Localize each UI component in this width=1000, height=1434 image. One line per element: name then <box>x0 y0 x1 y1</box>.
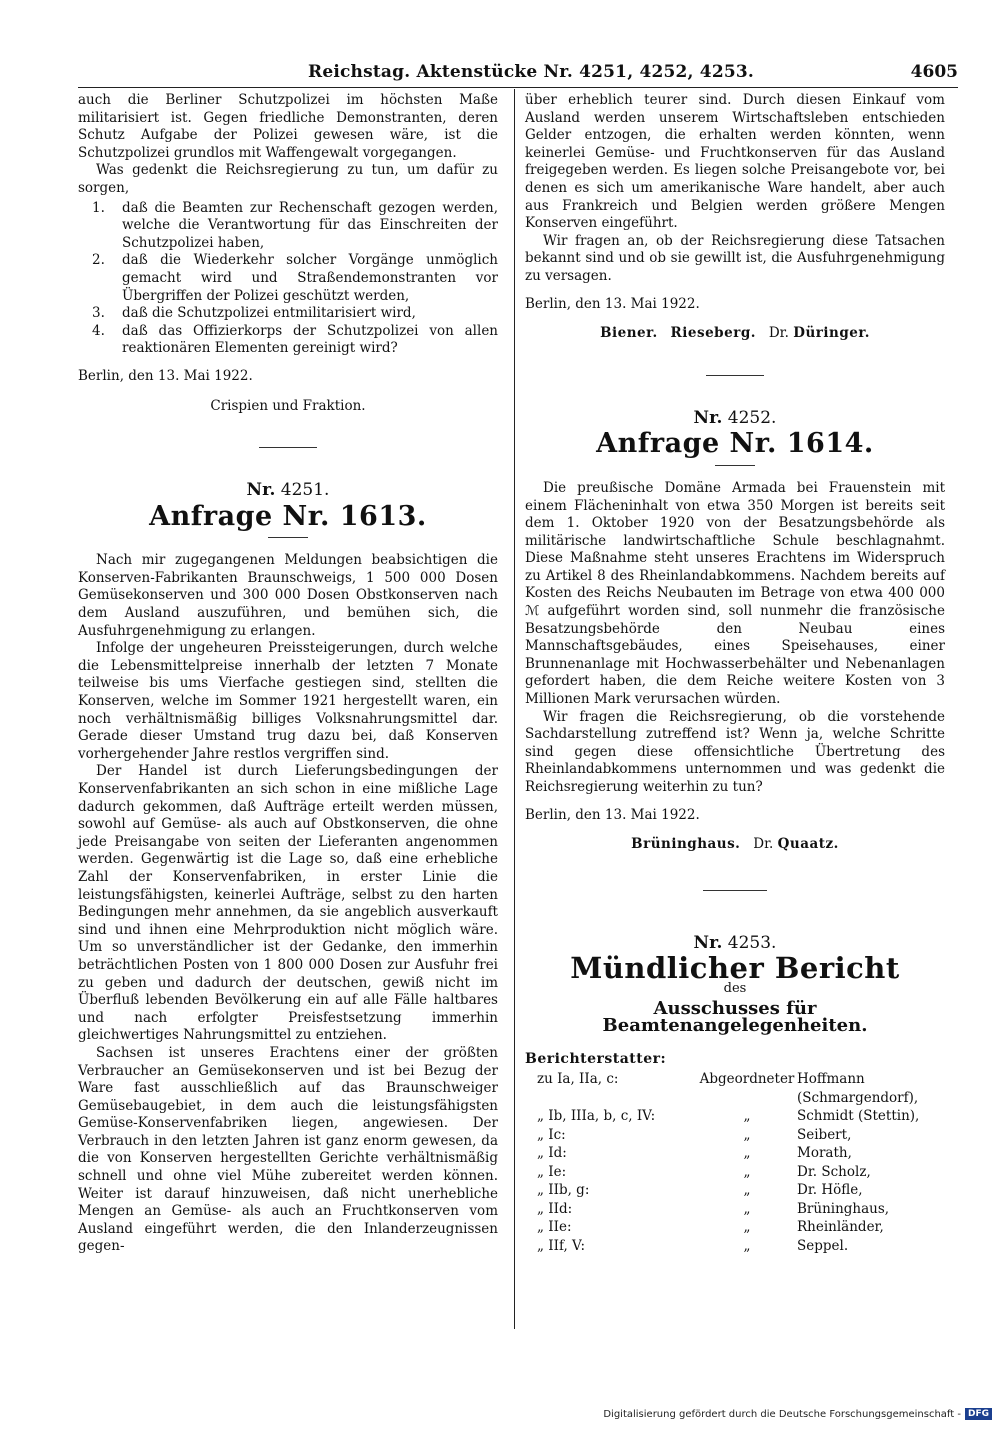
list-item <box>78 252 498 305</box>
document-number <box>525 407 945 428</box>
rapporteur-role: Abgeordneter <box>699 1071 795 1088</box>
rapporteur-sections: „ IIf, V: <box>537 1237 585 1254</box>
signer-name: Biener. <box>600 325 658 342</box>
rapporteur-role: „ <box>743 1219 751 1236</box>
number-value: 4253. <box>727 932 777 953</box>
signer-title: Dr. <box>753 836 774 853</box>
document-title: Anfrage Nr. 1614. <box>596 428 874 460</box>
column-divider <box>514 89 515 1329</box>
rapporteur-name: Seibert, <box>797 1126 852 1143</box>
paragraph: Infolge der ungeheuren Preissteigerungen, durch welche die Lebensmittelpreise innerhalb der letzten 7 Monate teilweise bis ums Vierfache gestiegen sind, stellten die Konserven, welche im Sommer 1921 hergestellt waren, ein noch verhältnismäßig billiges Volksnahrungsmittel dar. Gerade dieser Umstand trug dazu bei, daß Konserven vorhergehender Jahre restlos vergriffen sind. <box>78 640 498 762</box>
rapporteur-name: Seppel. <box>797 1237 849 1254</box>
title-rule <box>268 537 308 538</box>
section-divider <box>703 890 767 891</box>
signatures: Crispien und Fraktion. <box>210 397 366 414</box>
number-value: 4251. <box>280 480 330 501</box>
signer-name: Rieseberg. <box>670 325 756 342</box>
table-row <box>525 1144 945 1163</box>
rapporteur-sections: „ Ic: <box>537 1126 566 1143</box>
digitization-credit <box>603 1408 992 1420</box>
rapporteur-role <box>697 1089 797 1108</box>
page-number: 4605 <box>910 62 958 82</box>
article-word: des <box>723 980 747 996</box>
rapporteur-name: Morath, <box>797 1145 852 1162</box>
page-header <box>78 62 958 86</box>
signer-name: Quaatz. <box>777 836 839 853</box>
number-prefix: Nr. <box>693 407 723 428</box>
signer-name: Düringer. <box>793 325 870 342</box>
rapporteur-role: „ <box>743 1163 751 1180</box>
list-text: daß die Wiederkehr solcher Vorgänge unmöglich gemacht wird und Straßendemonstranten vor Übergriffen der Polizei geschützt werden, <box>122 252 498 304</box>
section-divider <box>259 447 317 448</box>
demands-list <box>78 200 498 358</box>
list-text: daß das Offizierkorps der Schutzpolizei von allen reaktionären Elementen gereinigt wird? <box>122 322 498 357</box>
table-row <box>525 1089 945 1108</box>
paragraph: über erheblich teurer sind. Durch diesen Einkauf vom Ausland werden unserem Wirtschaftsleben entschieden Gelder entzogen, die erhalten werden könnten, wenn keinerlei Gemüse- und Fruchtkonserven für das Ausland freigegeben werden. Es liegen solche Preisangebote vor, bei denen es sich um amerikanische Ware handelt, aber auch aus Frankreich und Belgien werden größere Mengen Konserven eingeführt. <box>525 92 945 232</box>
rapporteurs-heading: Berichterstatter: <box>525 1050 667 1067</box>
rapporteur-role: „ <box>743 1126 751 1143</box>
credit-text: Digitalisierung gefördert durch die Deutsche Forschungsgemeinschaft - <box>603 1409 961 1420</box>
list-text: daß die Schutzpolizei entmilitarisiert wird, <box>122 305 416 322</box>
rapporteur-role: „ <box>743 1108 751 1125</box>
rapporteur-name: Schmidt (Stettin), <box>797 1108 920 1125</box>
rapporteur-name: Dr. Scholz, <box>797 1163 871 1180</box>
table-row <box>525 1218 945 1237</box>
signatures <box>525 325 945 343</box>
paragraph: Nach mir zugegangenen Meldungen beabsichtigen die Konserven-Fabrikanten Braunschweigs, 1 500 000 Dosen Gemüsekonserven und 300 000 Dosen Obstkonserven nach dem Ausland auszuführen, und bemühen sich, die Ausfuhrgenehmigung zu erlangen. <box>78 552 498 639</box>
paragraph: Die preußische Domäne Armada bei Frauenstein mit einem Flächeninhalt von etwa 350 Morgen ist bereits seit dem 1. Oktober 1920 von der Besatzungsbehörde als militärische landwirtschaftliche Schule beschlagnahmt. Diese Maßnahme steht unseres Erachtens im Widerspruch zu Artikel 8 des Rheinlandabkommens. Nachdem bereits auf Kosten des Reichs Neubauten im Betrage von etwa 400 000 ℳ aufgeführt worden sind, soll nunmehr die französische Besatzungsbehörde den Neubau eines Mannschaftsgebäudes, eines Speisehauses, einer Brunnenanlage mit Hochwasserbehälter und Nebenanlagen gefordert haben, die dem Reiche weitere Kosten von 3 Millionen Mark verursachen würden. <box>525 479 945 708</box>
rapporteur-role: „ <box>743 1237 751 1254</box>
dfg-logo: DFG <box>965 1408 992 1420</box>
date-line: Berlin, den 13. Mai 1922. <box>525 295 700 312</box>
paragraph: Was gedenkt die Reichsregierung zu tun, um dafür zu sorgen, <box>78 162 498 196</box>
rapporteur-name: Brüninghaus, <box>797 1200 890 1217</box>
list-text: daß die Beamten zur Rechenschaft gezogen werden, welche die Verantwortung für das Einschreiten der Schutzpolizei haben, <box>122 199 498 251</box>
signatures <box>525 836 945 854</box>
rapporteur-sections: zu Ia, IIa, c: <box>537 1071 619 1088</box>
rapporteur-sections: „ Ie: <box>537 1163 567 1180</box>
committee-name: Ausschusses für Beamtenangelegenheiten. <box>602 997 868 1037</box>
list-item <box>78 305 498 323</box>
number-value: 4252. <box>727 407 777 428</box>
rapporteur-name: Rheinländer, <box>797 1219 884 1236</box>
rapporteur-sections: „ Id: <box>537 1145 567 1162</box>
table-row <box>525 1070 945 1089</box>
document-title: Mündlicher Bericht <box>570 951 900 986</box>
date-line: Berlin, den 13. Mai 1922. <box>78 367 253 384</box>
list-number: 4. <box>92 322 105 339</box>
list-item <box>78 323 498 358</box>
list-item <box>78 200 498 253</box>
table-row <box>525 1237 945 1256</box>
left-column <box>78 92 498 1256</box>
list-number: 2. <box>92 252 105 269</box>
number-prefix: Nr. <box>693 932 723 953</box>
number-prefix: Nr. <box>246 480 276 501</box>
rapporteur-sections <box>525 1089 697 1108</box>
title-rule <box>715 465 755 466</box>
rapporteur-sections: „ Ib, IIIa, b, c, IV: <box>537 1108 656 1125</box>
rapporteur-name: (Schmargendorf), <box>797 1089 919 1106</box>
rapporteur-role: „ <box>743 1145 751 1162</box>
paragraph: auch die Berliner Schutzpolizei im höchsten Maße militarisiert ist. Gegen friedliche Demonstranten, deren Schutz Aufgabe der Polizei gewesen wäre, ist die Schutzpolizei grundlos mit Waffengewalt vorgegangen. <box>78 92 498 161</box>
rapporteur-sections: „ IId: <box>537 1200 573 1217</box>
rapporteurs-table <box>525 1070 945 1255</box>
running-title: Reichstag. Aktenstücke Nr. 4251, 4252, 4253. <box>308 62 755 82</box>
rapporteur-role: „ <box>743 1200 751 1217</box>
rapporteur-name: Dr. Höfle, <box>797 1182 863 1199</box>
table-row <box>525 1200 945 1219</box>
table-row <box>525 1126 945 1145</box>
table-row <box>525 1181 945 1200</box>
rapporteur-role: „ <box>743 1182 751 1199</box>
rapporteur-name: Hoffmann <box>797 1071 865 1088</box>
signer-name: Brüninghaus. <box>631 836 741 853</box>
rapporteur-sections: „ IIb, g: <box>537 1182 590 1199</box>
date-line: Berlin, den 13. Mai 1922. <box>525 806 700 823</box>
right-column <box>525 92 945 1255</box>
paragraph: Wir fragen die Reichsregierung, ob die vorstehende Sachdarstellung zutreffend ist? Wenn ja, welche Schritte sind gegen diese offensichtliche Übertretung des Rheinlandabkommens unternommen und was gedenkt die Reichsregierung weiterhin zu tun? <box>525 708 945 795</box>
list-number: 1. <box>92 199 105 216</box>
section-divider <box>706 375 764 376</box>
table-row <box>525 1107 945 1126</box>
document-number <box>525 932 945 953</box>
document-number <box>78 482 498 500</box>
paragraph: Der Handel ist durch Lieferungsbedingungen der Konservenfabrikanten an sich schon in eine mißliche Lage dadurch gekommen, daß Aufträge erteilt werden müssen, sowohl auf Gemüse- als auch auf Obstkonserven, die ohne jede Preisangabe von seiten der Lieferanten angenommen werden. Gegenwärtig ist die Lage so, daß eine erhebliche Zahl der Konservenfabriken, in erster Linie die leistungsfähigsten, keinerlei Aufträge, selbst zu den harten Bedingungen mehr annehmen, da sie angeblich ausverkauft sind und ihnen eine Mehrproduktion nicht möglich wäre. Um so unverständlicher ist der Gedanke, den immerhin beträchtlichen Posten von 1 800 000 Dosen zur Ausfuhr frei zu geben und dadurch der deutschen, gewiß nicht im Überfluß lebenden Bevölkerung ein auf alle Fälle haltbares und nach erfolgter Preisfestsetzung immerhin gleichwertiges Nahrungsmittel zu entziehen. <box>78 763 498 1044</box>
document-title: Anfrage Nr. 1613. <box>149 500 427 532</box>
rapporteur-sections: „ IIe: <box>537 1219 572 1236</box>
header-rule <box>78 87 958 88</box>
signer-title: Dr. <box>768 325 789 342</box>
paragraph: Sachsen ist unseres Erachtens einer der größten Verbraucher an Gemüsekonserven und ist bei Bezug der Ware fast ausschließlich auf das Braunschweiger Gemüsebaugebiet, in dem auch die leistungsfähigsten Gemüse-Konservenfabriken liegen, angewiesen. Der Verbrauch in den letzten Jahren ist ganz enorm gewesen, da die von Konserven hergestellten Gerichte verhältnismäßig schnell und ohne viel Mühe zubereitet werden können. Weiter ist darauf hinzuweisen, daß nicht unerhebliche Mengen an Gemüse- als auch an Fruchtkonserven vom Ausland eingeführt werden, die den Inlanderzeugnissen gegen- <box>78 1044 498 1255</box>
table-row <box>525 1163 945 1182</box>
paragraph: Wir fragen an, ob der Reichsregierung diese Tatsachen bekannt sind und ob sie gewillt ist, die Ausfuhrgenehmigung zu versagen. <box>525 232 945 284</box>
list-number: 3. <box>92 305 105 322</box>
